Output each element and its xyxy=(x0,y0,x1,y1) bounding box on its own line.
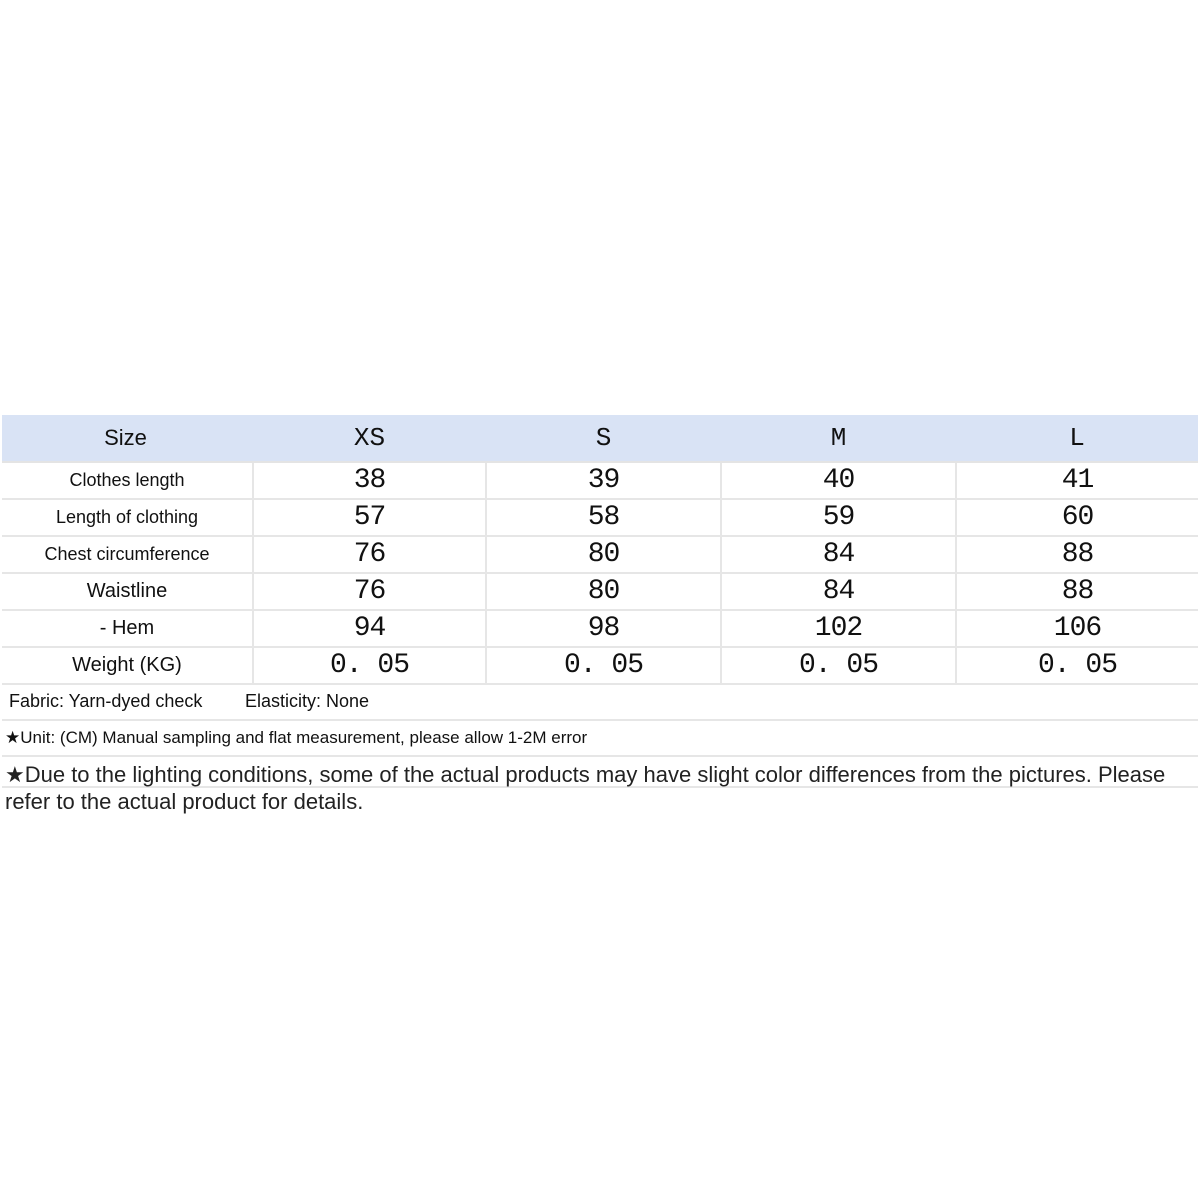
row-label-weight: Weight (KG) xyxy=(2,647,253,684)
table-cell: 0. 05 xyxy=(486,647,721,684)
table-row xyxy=(2,536,1198,573)
table-cell: 98 xyxy=(486,610,721,647)
table-row xyxy=(2,573,1198,610)
table-cell: 58 xyxy=(486,499,721,536)
table-row xyxy=(2,499,1198,536)
size-chart xyxy=(2,415,1198,757)
size-header-l: L xyxy=(956,415,1198,462)
size-header-xs: XS xyxy=(253,415,486,462)
row-label-waistline: Waistline xyxy=(2,573,253,610)
table-cell: 0. 05 xyxy=(253,647,486,684)
table-row xyxy=(2,610,1198,647)
table-cell: 38 xyxy=(253,462,486,499)
table-cell: 102 xyxy=(721,610,956,647)
table-cell: 60 xyxy=(956,499,1198,536)
table-cell: 59 xyxy=(721,499,956,536)
row-label-hem: - Hem xyxy=(2,610,253,647)
table-cell: 80 xyxy=(486,573,721,610)
size-header-s: S xyxy=(486,415,721,462)
size-header-row xyxy=(2,415,1198,462)
fabric-text: Fabric: Yarn-dyed check xyxy=(9,691,203,711)
table-cell: 88 xyxy=(956,573,1198,610)
table-cell: 57 xyxy=(253,499,486,536)
row-label-length-of-clothing: Length of clothing xyxy=(2,499,253,536)
fabric-info-row xyxy=(2,685,1198,721)
table-cell: 94 xyxy=(253,610,486,647)
table-cell: 84 xyxy=(721,536,956,573)
color-disclaimer: ★Due to the lighting conditions, some of the actual products may have slight color differences from the pictures. Please refer to the actual product for details. xyxy=(5,762,1166,814)
table-cell: 40 xyxy=(721,462,956,499)
elasticity-text: Elasticity: None xyxy=(245,691,370,711)
table-cell: 39 xyxy=(486,462,721,499)
row-label-chest-circumference: Chest circumference xyxy=(2,536,253,573)
table-cell: 84 xyxy=(721,573,956,610)
size-header-m: M xyxy=(721,415,956,462)
size-header-label: Size xyxy=(2,415,253,462)
table-cell: 106 xyxy=(956,610,1198,647)
table-row xyxy=(2,462,1198,499)
unit-note: ★Unit: (CM) Manual sampling and flat measurement, please allow 1-2M error xyxy=(2,721,1198,757)
size-table xyxy=(2,415,1198,685)
table-cell: 76 xyxy=(253,536,486,573)
table-cell: 41 xyxy=(956,462,1198,499)
table-cell: 0. 05 xyxy=(721,647,956,684)
table-row xyxy=(2,647,1198,684)
row-label-clothes-length: Clothes length xyxy=(2,462,253,499)
table-cell: 88 xyxy=(956,536,1198,573)
table-cell: 0. 05 xyxy=(956,647,1198,684)
table-cell: 80 xyxy=(486,536,721,573)
table-cell: 76 xyxy=(253,573,486,610)
